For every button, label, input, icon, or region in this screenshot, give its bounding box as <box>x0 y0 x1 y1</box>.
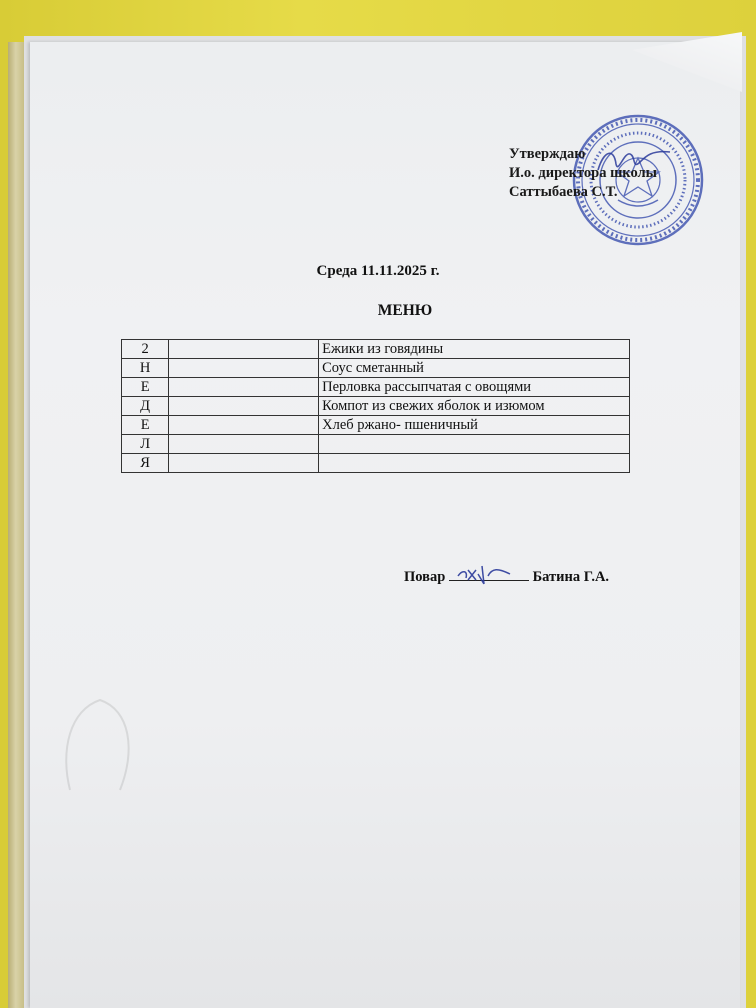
dish-cell: Соус сметанный <box>319 359 630 378</box>
dish-cell <box>319 454 630 473</box>
dish-cell: Компот из свежих яболок и изюмом <box>319 397 630 416</box>
approval-line-approve: Утверждаю <box>509 146 586 162</box>
week-letter-cell: Д <box>122 397 169 416</box>
handwritten-signature-icon <box>454 558 518 590</box>
dish-cell <box>319 435 630 454</box>
table-row <box>122 359 630 378</box>
approval-line-position: И.о. директора школы <box>509 165 657 181</box>
table-row <box>122 416 630 435</box>
empty-cell <box>169 454 319 473</box>
empty-cell <box>169 340 319 359</box>
menu-table <box>121 339 630 473</box>
empty-cell <box>169 378 319 397</box>
week-letter-cell: 2 <box>122 340 169 359</box>
dish-cell: Перловка рассыпчатая с овощями <box>319 378 630 397</box>
week-letter-cell: Е <box>122 416 169 435</box>
table-row <box>122 397 630 416</box>
table-row <box>122 340 630 359</box>
week-letter-cell: Н <box>122 359 169 378</box>
empty-cell <box>169 435 319 454</box>
dish-cell: Хлеб ржано- пшеничный <box>319 416 630 435</box>
table-row <box>122 454 630 473</box>
dish-cell: Ежики из говядины <box>319 340 630 359</box>
table-row <box>122 378 630 397</box>
cook-role: Повар <box>404 569 446 585</box>
week-letter-cell: Я <box>122 454 169 473</box>
week-letter-cell: Е <box>122 378 169 397</box>
cook-name: Батина Г.А. <box>532 569 610 585</box>
empty-cell <box>169 416 319 435</box>
table-row <box>122 435 630 454</box>
menu-title: МЕНЮ <box>377 302 433 319</box>
approval-line-name: Саттыбаева С.Т. <box>509 184 618 200</box>
menu-date: Среда 11.11.2025 г. <box>316 263 440 279</box>
empty-cell <box>169 359 319 378</box>
approval-block <box>509 145 657 202</box>
empty-cell <box>169 397 319 416</box>
week-letter-cell: Л <box>122 435 169 454</box>
faint-bleed-through-mark <box>60 690 140 800</box>
